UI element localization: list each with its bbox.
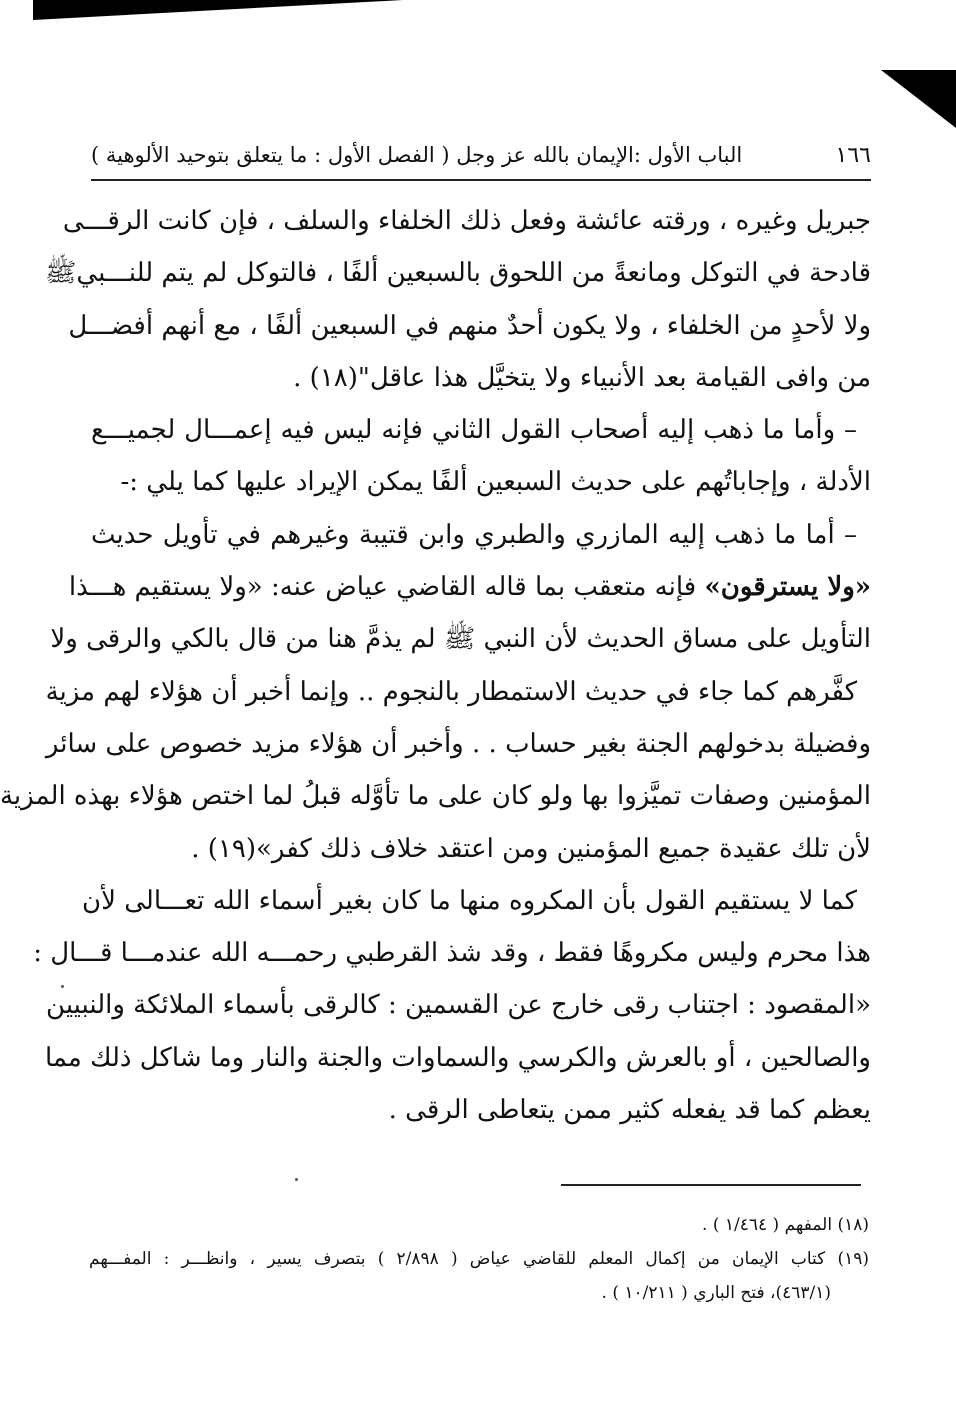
text-line: التأويل على مساق الحديث لأن النبي ﷺ لم يذمَّ هنا من قال بالكي والرقى ولا bbox=[50, 624, 871, 655]
text-line: والصالحين ، أو بالعرش والكرسي والسماوات والجنة والنار وما شاكل ذلك مما bbox=[44, 1042, 871, 1073]
scan-speck bbox=[61, 985, 64, 988]
text-line: يعظم كما قد يفعله كثير ممن يتعاطى الرقى . bbox=[388, 1095, 871, 1126]
text-line: «المقصود : اجتناب رقى خارج عن القسمين : كالرقى بأسماء الملائكة والنبيين bbox=[46, 990, 871, 1021]
text-line: – أما ما ذهب إليه المازري والطبري وابن قتيبة وغيرهم في تأويل حديث bbox=[91, 519, 857, 550]
footnote-19-continued: (٤٦٣/١)، فتح الباري ( ١٠/٢١١ ) . bbox=[601, 1283, 831, 1303]
text-line: هذا محرم وليس مكروهًا فقط ، وقد شذ القرطبي رحمـــه الله عندمـــا قـــال : bbox=[33, 938, 871, 969]
scan-artifact-corner bbox=[881, 70, 956, 128]
text-line: وفضيلة بدخولهم الجنة بغير حساب . . وأخبر أن هؤلاء مزيد خصوص على سائر bbox=[45, 728, 871, 759]
page bbox=[0, 140, 871, 1136]
scan-speck bbox=[295, 1178, 298, 1181]
text-line: الأدلة ، وإجاباتُهم على حديث السبعين ألفًا يمكن الإيراد عليها كما يلي :- bbox=[120, 467, 871, 498]
footnote-18: (١٨) المفهم ( ١/٤٦٤ ) . bbox=[702, 1215, 869, 1235]
text-line-rest: فإنه متعقب بما قاله القاضي عياض عنه: «ولا يستقيم هـــذا bbox=[68, 572, 705, 603]
scan-artifact-top bbox=[33, 0, 403, 20]
hadith-phrase: «ولا يسترقون» bbox=[704, 572, 871, 603]
text-line: – وأما ما ذهب إليه أصحاب القول الثاني فإنه ليس فيه إعمـــال لجميـــع bbox=[91, 415, 857, 446]
text-line: لأن تلك عقيدة جميع المؤمنين ومن اعتقد خلاف ذلك كفر»(١٩) . bbox=[191, 833, 871, 864]
text-line: ولا لأحدٍ من الخلفاء ، ولا يكون أحدٌ منهم في السبعين ألفًا ، مع أنهم أفضـــل bbox=[68, 310, 871, 341]
header-title: الباب الأول :الإيمان بالله عز وجل ( الفصل الأول : ما يتعلق بتوحيد الألوهية ) bbox=[91, 143, 743, 167]
text-line: جبريل وغيره ، ورقته عائشة وفعل ذلك الخلفاء والسلف ، فإن كانت الرقـــى bbox=[62, 206, 871, 236]
body-text bbox=[0, 195, 871, 1136]
footnotes bbox=[89, 1208, 869, 1310]
running-header bbox=[91, 140, 871, 181]
text-line: من وافى القيامة بعد الأنبياء ولا يتخيَّل هذا عاقل"(١٨) . bbox=[293, 362, 871, 393]
text-line: المؤمنين وصفات تميَّزوا بها ولو كان على ما تأوَّله قبلُ لما اختص هؤلاء بهذه المزية bbox=[0, 781, 871, 812]
footnote-19: (١٩) كتاب الإيمان من إكمال المعلم للقاضي عياض ( ٢/٨٩٨ ) بتصرف يسير ، وانظـــر : المفـــهم bbox=[89, 1249, 869, 1269]
text-line: كفَّرهم كما جاء في حديث الاستمطار بالنجوم .. وإنما أخبر أن هؤلاء لهم مزية bbox=[45, 676, 857, 707]
page-number: ١٦٦ bbox=[835, 143, 871, 168]
text-line bbox=[68, 561, 871, 613]
text-line: قادحة في التوكل ومانعةً من اللحوق بالسبعين ألفًا ، فالتوكل لم يتم للنـــبيﷺ bbox=[45, 258, 871, 289]
text-line: كما لا يستقيم القول بأن المكروه منها ما كان بغير أسماء الله تعـــالى لأن bbox=[82, 885, 857, 916]
footnote-separator bbox=[561, 1184, 861, 1186]
